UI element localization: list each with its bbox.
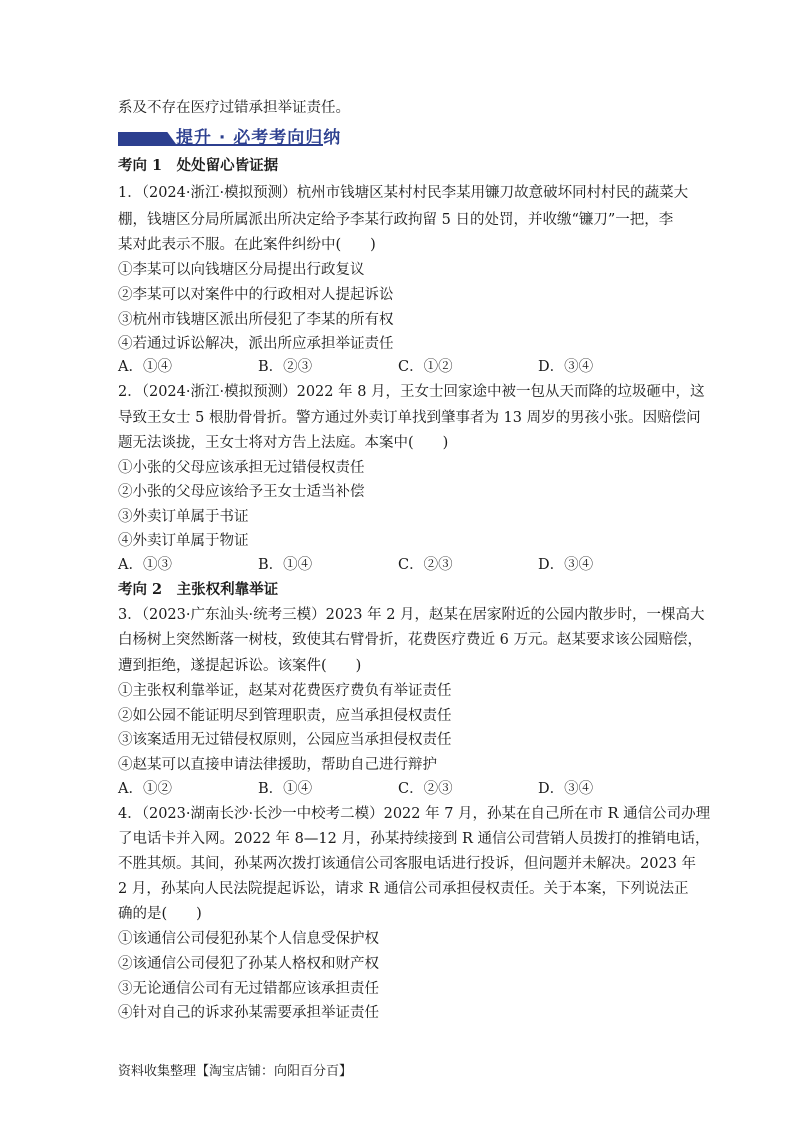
question-2-line-3: 题无法谈拢，王女士将对方告上法庭。本案中( ) (118, 435, 449, 451)
question-1-line-2: 棚，钱塘区分局所属派出所决定给予李某行政拘留 5 日的处罚，并收缴“镰刀”一把，李 (118, 212, 674, 228)
question-2-line-2: 导致王女士 5 根肋骨骨折。警方通过外卖订单找到肇事者为 13 周岁的男孩小张。因赔偿问 (118, 410, 701, 426)
answer-options (118, 357, 718, 377)
statement: ②如公园不能证明尽到管理职责，应当承担侵权责任 (118, 708, 452, 724)
option-d: D．③④ (538, 557, 594, 573)
banner-title: 提升 · 必考考向归纳 (176, 128, 342, 148)
option-a: A．①③ (118, 557, 172, 573)
statement: ③外卖订单属于书证 (118, 509, 249, 525)
statement: ③该案适用无过错侵权原则，公园应当承担侵权责任 (118, 732, 452, 748)
statement: ①李某可以向钱塘区分局提出行政复议 (118, 262, 365, 278)
statement: ②小张的父母应该给予王女士适当补偿 (118, 484, 365, 500)
statement: ④外卖订单属于物证 (118, 533, 249, 549)
section-banner (118, 120, 342, 150)
question-3-line-3: 遭到拒绝，遂提起诉讼。该案件( ) (118, 658, 362, 674)
option-b: B．①④ (258, 557, 313, 573)
statement: ④若通过诉讼解决，派出所应承担举证责任 (118, 336, 394, 352)
page-footer: 资料收集整理【淘宝店铺：向阳百分百】 (118, 1064, 353, 1079)
statement: ②该通信公司侵犯了孙某人格权和财产权 (118, 956, 379, 972)
answer-options (118, 779, 718, 799)
statement: ④针对自己的诉求孙某需要承担举证责任 (118, 1005, 379, 1021)
option-c: C．②③ (398, 781, 453, 797)
statement: ③无论通信公司有无过错都应该承担责任 (118, 981, 379, 997)
statement: ④赵某可以直接申请法律援助，帮助自己进行辩护 (118, 757, 437, 773)
option-d: D．③④ (538, 781, 594, 797)
option-b: B．①④ (258, 781, 313, 797)
question-1-line-3: 某对此表示不服。在此案件纠纷中( ) (118, 237, 376, 253)
statement: ①主张权利靠举证，赵某对花费医疗费负有举证责任 (118, 683, 452, 699)
question-3-line-2: 白杨树上突然断落一树枝，致使其右臂骨折，花费医疗费近 6 万元。赵某要求该公园赔偿， (118, 632, 702, 648)
option-b: B．②③ (258, 359, 313, 375)
statement: ②李某可以对案件中的行政相对人提起诉讼 (118, 287, 394, 303)
option-a: A．①④ (118, 359, 172, 375)
statement: ①小张的父母应该承担无过错侵权责任 (118, 460, 365, 476)
question-4-line-5: 确的是( ) (118, 906, 202, 922)
intro-line: 系及不存在医疗过错承担举证责任。 (118, 100, 350, 116)
statement: ③杭州市钱塘区派出所侵犯了李某的所有权 (118, 312, 394, 328)
option-c: C．①② (398, 359, 453, 375)
option-c: C．②③ (398, 557, 453, 573)
question-3-line-1: 3．（2023·广东汕头·统考三模）2023 年 2 月，赵某在居家附近的公园内散步时，一棵高大 (118, 607, 705, 623)
option-a: A．①② (118, 781, 172, 797)
question-4-line-1: 4．（2023·湖南长沙·长沙一中校考二模）2022 年 7 月，孙某在自己所在市 R 通信公司办理 (118, 806, 711, 822)
option-d: D．③④ (538, 359, 594, 375)
section-heading: 考向 2 主张权利靠举证 (118, 581, 279, 598)
question-4-line-4: 2 月，孙某向人民法院提起诉讼，请求 R 通信公司承担侵权责任。关于本案，下列说法正 (118, 881, 689, 897)
answer-options (118, 555, 718, 575)
statement: ①该通信公司侵犯孙某个人信息受保护权 (118, 931, 379, 947)
question-2-line-1: 2．（2024·浙江·模拟预测）2022 年 8 月，王女士回家途中被一包从天而降的垃圾砸中，这 (118, 384, 705, 400)
banner-decoration (118, 132, 176, 144)
question-4-line-3: 不胜其烦。其间，孙某两次拨打该通信公司客服电话进行投诉，但问题并未解决。2023 年 (118, 856, 697, 872)
question-1-line-1: 1．（2024·浙江·模拟预测）杭州市钱塘区某村村民李某用镰刀故意破坏同村村民的蔬菜大 (118, 185, 689, 201)
section-heading: 考向 1 处处留心皆证据 (118, 157, 279, 174)
question-4-line-2: 了电话卡并入网。2022 年 8—12 月，孙某持续接到 R 通信公司营销人员拨打的推销电话， (118, 831, 710, 847)
